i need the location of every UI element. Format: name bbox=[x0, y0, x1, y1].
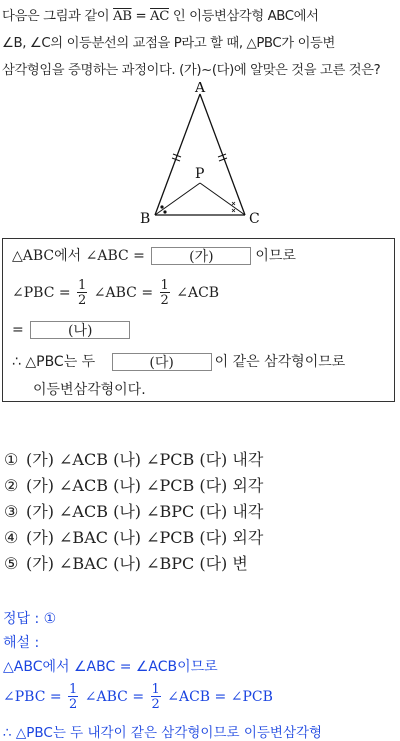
blank-ga: (가) bbox=[151, 247, 251, 265]
vertex-label-b: B bbox=[140, 211, 151, 227]
isosceles-triangle-figure bbox=[120, 82, 270, 232]
fraction-half-3 bbox=[68, 683, 78, 711]
fraction-den: 2 bbox=[151, 697, 160, 712]
fraction-half-2 bbox=[160, 279, 170, 307]
segment-ab: $\overline{AB}$ bbox=[113, 9, 132, 24]
choice-text: (가) ∠BAC (나) ∠BPC (다) 변 bbox=[26, 554, 248, 573]
angle-mark-b-upper bbox=[160, 205, 163, 208]
fraction-num: 1 bbox=[160, 278, 169, 293]
proof-l2-mid: ∠ABC = bbox=[93, 285, 154, 301]
answer-label: 정답 : ① bbox=[3, 611, 57, 627]
side-ab bbox=[155, 94, 200, 215]
proof-l1-text: △ABC에서 ∠ABC = bbox=[12, 248, 145, 264]
proof-line-3 bbox=[12, 321, 130, 339]
bisector-cp bbox=[200, 183, 245, 215]
proof-line-4 bbox=[12, 351, 345, 371]
proof-line-5: 이등변삼각형이다. bbox=[33, 382, 146, 398]
equals-sign: = bbox=[131, 9, 151, 24]
explanation-l2-end: ∠ACB = ∠PCB bbox=[167, 689, 273, 705]
angle-mark-c-lower bbox=[232, 209, 235, 212]
explanation-line-1: △ABC에서 ∠ABC = ∠ACB이므로 bbox=[3, 659, 218, 675]
choice-4[interactable] bbox=[4, 525, 263, 548]
explanation-label: 해설 : bbox=[3, 635, 40, 651]
angle-mark-b-lower bbox=[163, 210, 166, 213]
choice-text: (가) ∠BAC (나) ∠PCB (다) 외각 bbox=[26, 528, 264, 547]
blank-da: (다) bbox=[112, 353, 212, 371]
explanation-line-2 bbox=[3, 683, 273, 711]
choice-3[interactable] bbox=[4, 499, 263, 522]
fraction-num: 1 bbox=[151, 682, 160, 697]
explanation-l2-mid: ∠ABC = bbox=[84, 689, 145, 705]
explanation-l2-pre: ∠PBC = bbox=[3, 689, 62, 705]
proof-l3-pre: = bbox=[12, 322, 24, 338]
fraction-den: 2 bbox=[69, 697, 78, 712]
choice-number: ④ bbox=[4, 528, 19, 547]
fraction-half-4 bbox=[151, 683, 161, 711]
point-label-p: P bbox=[195, 166, 205, 182]
blank-na: (나) bbox=[30, 321, 130, 339]
choice-number: ⑤ bbox=[4, 554, 19, 573]
proof-line-1 bbox=[12, 245, 296, 265]
choice-number: ② bbox=[4, 476, 19, 495]
vertex-label-a: A bbox=[195, 82, 206, 96]
fraction-num: 1 bbox=[69, 682, 78, 697]
choice-text: (가) ∠ACB (나) ∠BPC (다) 내각 bbox=[26, 502, 264, 521]
choice-number: ① bbox=[4, 450, 19, 469]
proof-l4-pre: ∴ △PBC는 두 bbox=[12, 354, 96, 370]
proof-box bbox=[2, 238, 395, 402]
question-text-a: 다음은 그림과 같이 bbox=[2, 9, 114, 24]
choice-text: (가) ∠ACB (나) ∠PCB (다) 내각 bbox=[26, 450, 264, 469]
explanation-line-3: ∴ △PBC는 두 내각이 같은 삼각형이므로 이등변삼각형 bbox=[3, 725, 323, 741]
question-line-3: 삼각형임을 증명하는 과정이다. (가)~(다)에 알맞은 것을 고른 것은? bbox=[2, 63, 381, 78]
question-text-b: 인 이등변삼각형 ABC에서 bbox=[169, 9, 319, 24]
fraction-half-1 bbox=[77, 279, 87, 307]
fraction-den: 2 bbox=[160, 293, 169, 308]
choice-number: ③ bbox=[4, 502, 19, 521]
choice-text: (가) ∠ACB (나) ∠PCB (다) 외각 bbox=[26, 476, 264, 495]
proof-l2-end: ∠ACB bbox=[176, 285, 220, 301]
side-ac bbox=[200, 94, 245, 215]
tick-ac-1 bbox=[219, 158, 227, 161]
proof-l1-post: 이므로 bbox=[255, 248, 296, 264]
question-line-1 bbox=[2, 5, 319, 24]
question-line-2: ∠B, ∠C의 이등분선의 교점을 P라고 할 때, △PBC가 이등변 bbox=[2, 36, 335, 51]
choice-1[interactable] bbox=[4, 447, 263, 470]
fraction-den: 2 bbox=[78, 293, 87, 308]
proof-l2-pre: ∠PBC = bbox=[12, 285, 71, 301]
choice-2[interactable] bbox=[4, 473, 263, 496]
fraction-num: 1 bbox=[78, 278, 87, 293]
proof-line-2 bbox=[12, 279, 219, 307]
angle-mark-c-upper bbox=[232, 202, 235, 205]
segment-ac: $\overline{AC}$ bbox=[150, 9, 170, 24]
proof-l4-post: 이 같은 삼각형이므로 bbox=[214, 354, 346, 370]
bisector-bp bbox=[155, 183, 200, 215]
vertex-label-c: C bbox=[249, 211, 260, 227]
choice-5[interactable] bbox=[4, 551, 248, 574]
